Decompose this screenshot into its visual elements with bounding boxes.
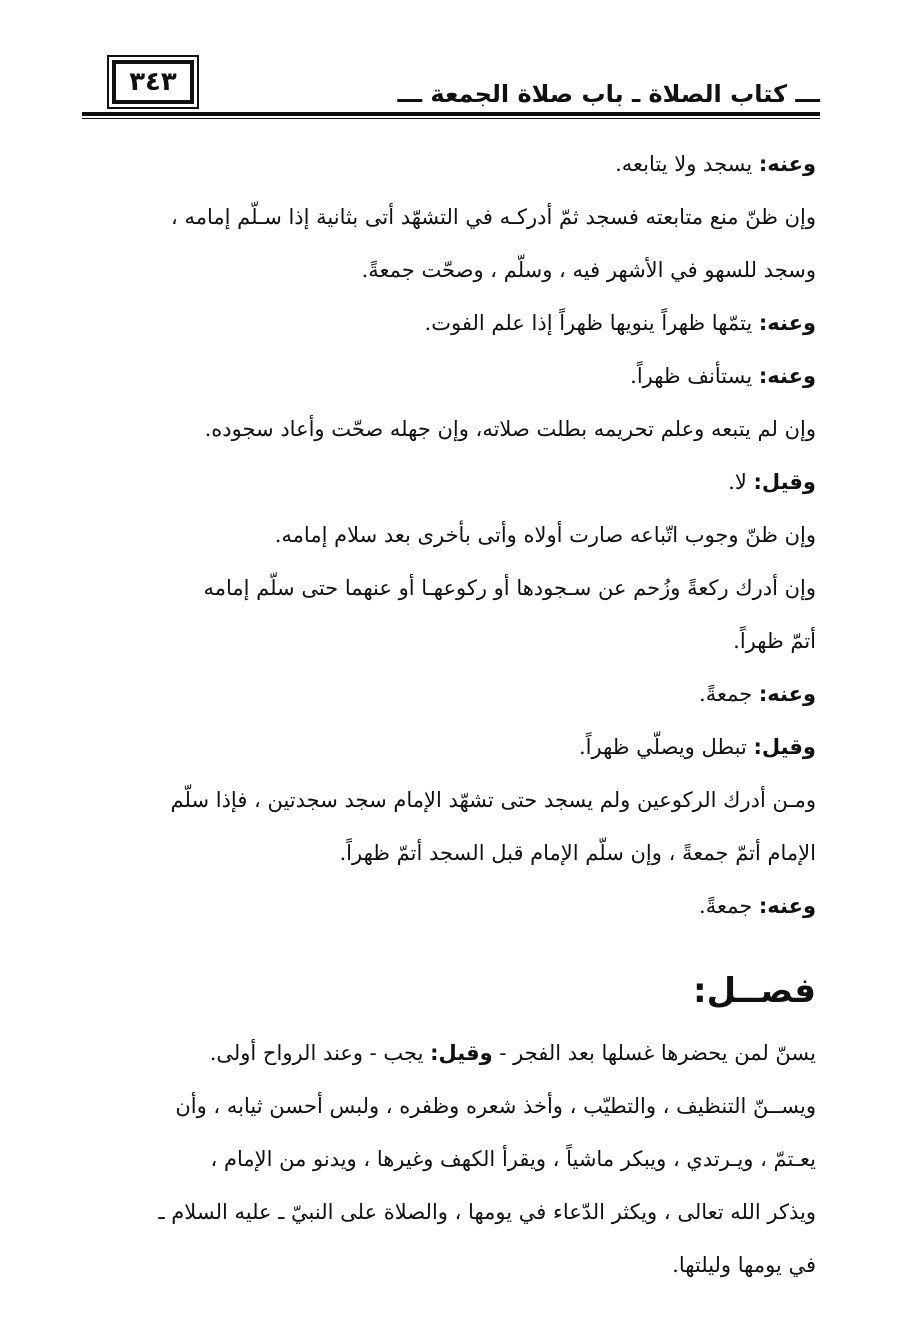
line-label: وعنه: <box>758 682 816 706</box>
text-line <box>78 774 816 827</box>
line-text: في يومها وليلتها. <box>672 1253 816 1277</box>
text-line <box>78 721 816 774</box>
text-line <box>78 244 816 297</box>
line-text: وإن ظنّ منع متابعته فسجد ثمّ أدركـه في التشهّد أتى بثانية إذا سـلّم إمامه ، <box>171 205 816 229</box>
line-text: وإن ظنّ وجوب اتّباعه صارت أولاه وأتى بأخرى بعد سلام إمامه. <box>274 523 816 547</box>
line-text: وإن أدرك ركعةً وزُحم عن سـجودها أو ركوعهـا أو عنهما حتى سلّم إمامه <box>203 576 816 600</box>
line-text: جمعةً. <box>699 682 759 706</box>
header-rule-thin <box>82 118 820 119</box>
line-text: وإن لم يتبعه وعلم تحريمه بطلت صلاته، وإن جهله صحّت وأعاد سجوده. <box>204 417 816 441</box>
line-text: يسجد ولا يتابعه. <box>615 152 759 176</box>
line-text: وسجد للسهو في الأشهر فيه ، وسلّم ، وصحّت جمعةً. <box>361 258 816 282</box>
line-label: وعنه: <box>758 364 816 388</box>
running-head: ـــ كتاب الصلاة ـ باب صلاة الجمعة ـــ <box>397 80 820 108</box>
header-rule <box>82 112 820 116</box>
page-number: ٣٤٣ <box>112 60 194 104</box>
text-line <box>78 1080 816 1133</box>
spacer <box>78 933 816 947</box>
text-line <box>78 668 816 721</box>
text-line <box>78 615 816 668</box>
line-text: يسنّ لمن يحضرها غسلها بعد الفجر - <box>492 1041 816 1065</box>
page-header <box>82 52 820 122</box>
text-line <box>78 138 816 191</box>
line-text: لا. <box>728 470 754 494</box>
line-text: ومـن أدرك الركوعين ولم يسجد حتى تشهّد الإمام سجد سجدتين ، فإذا سلّم <box>170 788 816 812</box>
text-line <box>78 827 816 880</box>
line-label: وعنه: <box>758 894 816 918</box>
line-text: يستأنف ظهراً. <box>630 364 759 388</box>
line-label: وقيل: <box>430 1041 493 1065</box>
line-text: جمعةً. <box>699 894 759 918</box>
line-text: أتمّ ظهراً. <box>733 629 816 653</box>
text-line <box>78 456 816 509</box>
text-line <box>78 403 816 456</box>
line-text: الإمام أتمّ جمعةً ، وإن سلّم الإمام قبل السجد أتمّ ظهراً. <box>339 841 816 865</box>
text-line <box>78 1133 816 1186</box>
line-text: يجب - وعند الرواح أولى. <box>209 1041 431 1065</box>
line-label: وعنه: <box>758 152 816 176</box>
body-text <box>78 138 816 1292</box>
text-line <box>78 1027 816 1080</box>
line-label: وقيل: <box>753 735 816 759</box>
text-line <box>78 509 816 562</box>
text-line <box>78 350 816 403</box>
line-label: وقيل: <box>753 470 816 494</box>
text-line <box>78 562 816 615</box>
text-line <box>78 1239 816 1292</box>
line-text: ويســنّ التنظيف ، والتطيّب ، وأخذ شعره وظفره ، ولبس أحسن ثيابه ، وأن <box>175 1094 816 1118</box>
text-line <box>78 880 816 933</box>
line-text: يتمّها ظهراً ينويها ظهراً إذا علم الفوت. <box>424 311 759 335</box>
line-label: وعنه: <box>758 311 816 335</box>
line-text: تبطل ويصلّي ظهراً. <box>578 735 754 759</box>
line-text: ويذكر الله تعالى ، ويكثر الدّعاء في يومها ، والصلاة على النبيّ ـ عليه السلام ـ <box>158 1200 816 1224</box>
text-line <box>78 1186 816 1239</box>
text-line <box>78 191 816 244</box>
line-text: يعـتمّ ، ويـرتدي ، ويبكر ماشياً ، ويقرأ الكهف وغيرها ، ويدنو من الإمام ، <box>210 1147 816 1171</box>
text-line <box>78 297 816 350</box>
section-heading: فصــل: <box>693 971 816 1011</box>
